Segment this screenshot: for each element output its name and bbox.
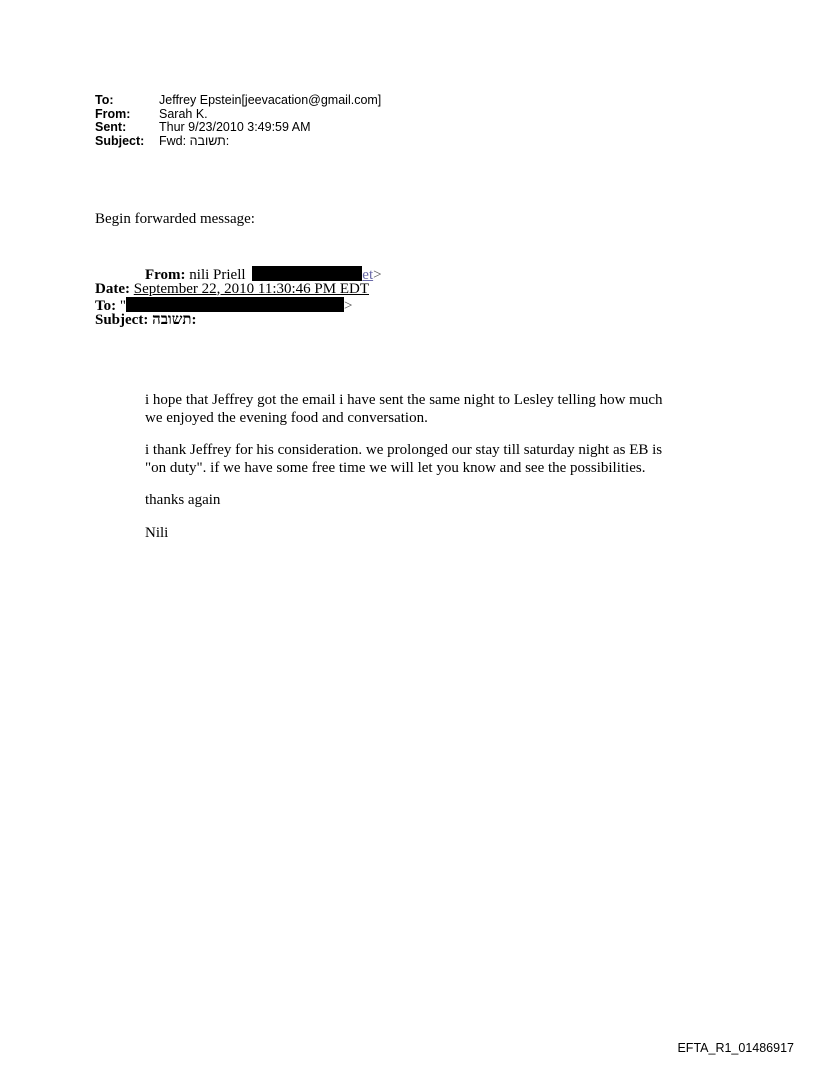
header-to-row — [95, 94, 381, 108]
redaction-box — [126, 297, 344, 312]
header-from-label: From: — [95, 106, 131, 121]
forward-intro: Begin forwarded message: — [95, 211, 255, 227]
header-subject-label: Subject: — [95, 133, 145, 148]
body-paragraph: thanks again — [145, 492, 221, 508]
body-paragraph: i thank Jeffrey for his consideration. we prolonged our stay till saturday night as EB is "on duty". if we have some free time we will let you know and see the possibilities. — [145, 442, 663, 476]
forwarded-to-label: To: — [95, 298, 117, 314]
forwarded-subject-value: תשובה: — [152, 311, 197, 328]
header-subject-value: Fwd: תשובה: — [159, 133, 230, 148]
header-to-value: Jeffrey Epstein[jeevacation@gmail.com] — [159, 93, 382, 107]
forwarded-from-label: From: — [145, 267, 186, 283]
header-sent-row — [95, 121, 381, 135]
document-id: EFTA_R1_01486917 — [677, 1041, 794, 1055]
forwarded-from-name: nili Priell — [189, 267, 246, 283]
forwarded-to-close: > — [344, 298, 353, 314]
forwarded-to-quote: " — [119, 298, 126, 314]
forwarded-subject-label: Subject: — [95, 311, 149, 328]
forwarded-from-row — [95, 266, 382, 282]
header-to-label: To: — [95, 93, 114, 107]
forwarded-date-row — [95, 282, 382, 298]
message-body — [145, 392, 665, 557]
signature: Nili — [145, 524, 169, 541]
forwarded-date-label: Date: — [95, 280, 130, 297]
forwarded-to-row — [95, 297, 382, 313]
forwarded-from-email-tail[interactable]: et — [362, 267, 374, 283]
header-sent-value: Thur 9/23/2010 3:49:59 AM — [159, 120, 311, 134]
redaction-box — [252, 266, 362, 281]
header-from-row — [95, 108, 381, 122]
email-header — [95, 94, 381, 148]
header-sent-label: Sent: — [95, 120, 127, 134]
forwarded-header — [95, 266, 382, 328]
forwarded-from-close: > — [373, 267, 382, 283]
body-paragraph: i hope that Jeffrey got the email i have sent the same night to Lesley telling how much we enjoyed the evening food and conversation. — [145, 392, 663, 426]
forwarded-date-value: September 22, 2010 11:30:46 PM EDT — [133, 280, 369, 297]
forwarded-subject-row — [95, 313, 382, 329]
header-subject-row — [95, 135, 381, 149]
header-from-value: Sarah K. — [159, 106, 208, 121]
